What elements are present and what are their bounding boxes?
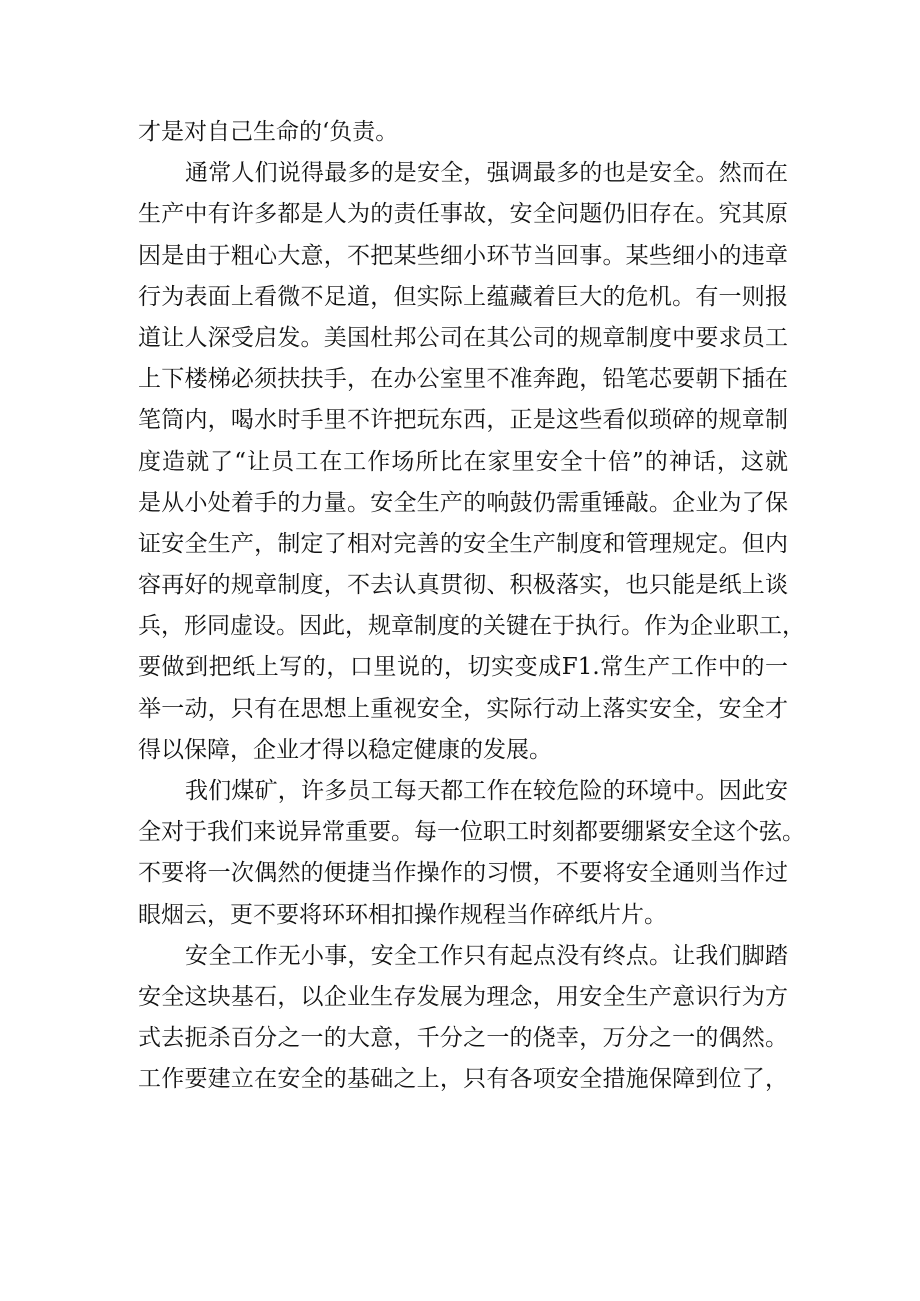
paragraph-3-line-2: 全对于我们来说异常重要。每一位职工时刻都要绷紧安全这个弦。: [138, 819, 805, 846]
paragraph-2-line-2: 生产中有许多都是人为的责任事故，安全问题仍旧存在。究其原: [138, 201, 788, 228]
paragraph-4-line-3: 式去扼杀百分之一的大意，千分之一的侥幸，万分之一的偶然。: [138, 1025, 788, 1052]
paragraph-2-line-11: 容再好的规章制度，不去认真贯彻、积极落实，也只能是纸上谈: [138, 572, 788, 599]
paragraph-4-line-4: 工作要建立在安全的基础之上，只有各项安全措施保障到位了，: [138, 1066, 788, 1093]
body-text: [138, 112, 805, 1101]
paragraph-2-line-8: 度造就了“让员工在工作场所比在家里安全十倍”的神话，这就: [138, 448, 788, 475]
paragraph-2-line-6: 上下楼梯必须扶扶手，在办公室里不准奔跑，铅笔芯要朝下插在: [138, 366, 788, 393]
paragraph-4-line-1: 安全工作无小事，安全工作只有起点没有终点。让我们脚踏: [185, 942, 788, 969]
paragraph-2-line-15: 得以保障，企业才得以稳定健康的发展。: [138, 736, 552, 763]
paragraph-3-line-4: 眼烟云，更不要将环环相扣操作规程当作碎纸片片。: [138, 901, 667, 928]
paragraph-2-line-4: 行为表面上看微不足道，但实际上蕴藏着巨大的危机。有一则报: [138, 283, 788, 310]
paragraph-3-line-1: 我们煤矿，许多员工每天都工作在较危险的环境中。因此安: [185, 778, 788, 804]
paragraph-2-line-13: 要做到把纸上写的，口里说的，切实变成F1.常生产工作中的一: [138, 654, 788, 681]
paragraph-2-line-12: 兵，形同虚设。因此，规章制度的关键在于执行。作为企业职工，: [138, 613, 805, 640]
paragraph-1-line-1: 才是对自己生命的‘负责。: [138, 119, 399, 145]
paragraph-2-line-14: 举一动，只有在思想上重视安全，实际行动上落实安全，安全才: [138, 695, 788, 722]
paragraph-2-line-7: 笔筒内，喝水时手里不许把玩东西，正是这些看似琐碎的规章制: [138, 407, 788, 434]
paragraph-3-line-3: 不要将一次偶然的便捷当作操作的习惯，不要将安全通则当作过: [138, 860, 788, 887]
paragraph-4-line-2: 安全这块基石，以企业生存发展为理念，用安全生产意识行为方: [138, 983, 788, 1010]
paragraph-2-line-5: 道让人深受启发。美国杜邦公司在其公司的规章制度中要求员工: [138, 324, 788, 351]
paragraph-2-line-3: 因是由于粗心大意，不把某些细小环节当回事。某些细小的违章: [138, 242, 788, 269]
paragraph-2-line-9: 是从小处着手的力量。安全生产的响鼓仍需重锤敲。企业为了保: [138, 489, 788, 516]
paragraph-2-line-10: 证安全生产，制定了相对完善的安全生产制度和管理规定。但内: [138, 530, 788, 557]
paragraph-2-line-1: 通常人们说得最多的是安全，强调最多的也是安全。然而在: [185, 160, 788, 187]
